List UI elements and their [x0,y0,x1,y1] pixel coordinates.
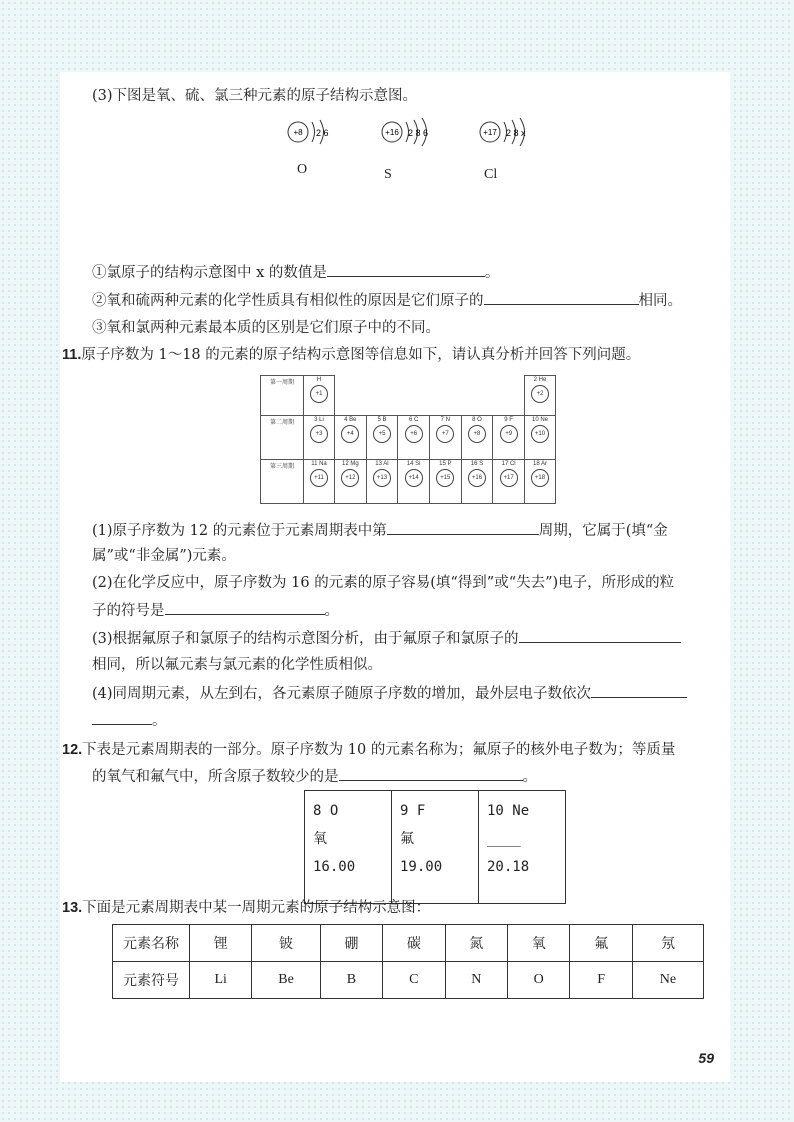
nucleus: +4 [341,425,359,443]
element-top: 9 F [400,803,426,819]
element-name: H [316,377,322,383]
element-symbol: Be [252,962,320,999]
element-cell-fluorine [392,791,479,904]
element-cell-h [304,376,335,416]
q11-stem [62,345,640,365]
period-label: 第三周期 [261,460,304,504]
element-symbol: Ne [632,962,703,999]
q10-3-sub1-end: 。 [484,265,500,281]
nucleus: +7 [436,425,454,443]
q11-p1-text2: 周期，它属于(填“金 [538,523,668,539]
nucleus: +12 [341,469,359,487]
nucleus: +14 [405,469,423,487]
element-cell: 8 O +8 [461,416,493,460]
element-name: 2 He [533,377,547,383]
q12-line2 [92,766,537,787]
row-header: 元素符号 [113,962,190,999]
element-cell: 9 F +9 [493,416,525,460]
atom-label-o: O [297,162,308,177]
element-name: 碳 [383,925,445,962]
element-name: 氧 [313,831,327,847]
element-name: 氟 [570,925,632,962]
element-mass: 20.18 [487,859,530,875]
atom-chlorine [480,118,526,146]
q12-periodic-excerpt [304,790,566,904]
nucleus: +10 [531,425,549,443]
element-cell: 13 Al +13 [366,460,398,504]
element-cell: 14 Si +14 [398,460,430,504]
nucleus: +8 [468,425,486,443]
element-name: 氖 [632,925,703,962]
nucleus: +2 [531,385,549,403]
element-name: 铍 [252,925,320,962]
element-top: 10 Ne [487,803,530,819]
element-cell-he [525,376,556,416]
period-label: 第二周期 [261,416,304,460]
q11-p2-text: 子的符号是 [92,603,165,619]
nucleus: +1 [310,385,328,403]
element-mass: 16.00 [313,859,356,875]
q11-p1 [92,520,668,541]
q10-3-intro: (3)下图是氧、硫、氯三种元素的原子结构示意图。 [92,88,418,104]
q11-p2-cont [92,600,339,621]
element-name: 锂 [190,925,252,962]
q10-3-sub3: ③氧和氯两种元素最本质的区别是它们原子中的不同。 [92,320,440,336]
nucleus: +16 [468,469,486,487]
q11-p4-text: (4)同周期元素，从左到右，各元素原子随原子序数的增加，最外层电子数依次 [92,686,592,702]
q12-line1 [62,740,675,760]
atom-cl-shells: 2 8 x [506,128,526,138]
q10-3-sub2 [92,290,682,311]
answer-blank[interactable] [591,683,687,698]
element-cell: 3 Li +3 [304,416,335,460]
question-number: 12. [62,742,83,758]
element-symbol: O [508,962,570,999]
q10-3-sub2-end: 相同。 [638,293,682,309]
q11-p4 [92,683,687,704]
atom-oxygen [288,120,329,144]
atom-cl-nucleus: +17 [483,128,497,137]
element-top: 8 O [313,803,339,819]
nucleus: +17 [500,469,518,487]
question-number: 11. [62,347,82,363]
answer-blank[interactable] [484,290,639,305]
q11-p4-cont [92,710,167,731]
element-cell: 11 Na +11 [304,460,335,504]
q10-3-sub1 [92,262,499,283]
atom-diagrams [286,118,546,158]
element-symbol: Li [190,962,252,999]
q12-line2-end: 。 [522,769,537,785]
element-cell: 7 N +7 [429,416,461,460]
nucleus: +6 [405,425,423,443]
nucleus: +18 [531,469,549,487]
q12-line1-text: 下表是元素周期表的一部分。原子序数为 10 的元素名称为；氟原子的核外电子数为；等质量 [82,742,676,758]
q11-p4-end: 。 [152,713,167,729]
empty-gap [335,376,525,416]
period-label: 第一周期 [261,376,304,416]
atom-label-cl: Cl [484,167,498,182]
element-name-blank: ____ [487,831,521,847]
atom-label-s: S [384,167,392,182]
element-symbol: F [570,962,632,999]
element-cell: 15 P +15 [429,460,461,504]
element-cell: 18 Ar +18 [525,460,556,504]
q11-p2: (2)在化学反应中，原子序数为 16 的元素的原子容易(填“得到”或“失去”)电子，所形成的粒 [92,575,675,591]
periodic-table-1-18 [260,375,556,504]
element-cell: 5 B +5 [366,416,398,460]
element-cell: 16 S +16 [461,460,493,504]
nucleus: +5 [373,425,391,443]
element-symbol: B [320,962,382,999]
element-mass: 19.00 [400,859,443,875]
atom-o-nucleus: +8 [293,128,303,137]
nucleus: +11 [310,469,328,487]
q13-element-table [112,924,704,999]
atom-o-shells: 2 6 [316,128,329,138]
element-name: 硼 [320,925,382,962]
element-cell-oxygen [305,791,392,904]
q11-stem-text: 原子序数为 1～18 的元素的原子结构示意图等信息如下，请认真分析并回答下列问题。 [81,347,641,363]
question-number: 13. [62,900,83,916]
element-cell: 6 C +6 [398,416,430,460]
answer-blank[interactable] [519,628,681,643]
nucleus: +13 [373,469,391,487]
element-symbol: C [383,962,445,999]
row-header: 元素名称 [113,925,190,962]
element-name: 氧 [508,925,570,962]
q13-stem [62,898,430,918]
answer-blank[interactable] [387,520,539,535]
element-cell: 4 Be +4 [335,416,367,460]
element-cell-neon [479,791,566,904]
nucleus: +15 [436,469,454,487]
atom-s-shells: 2 8 6 [408,128,429,138]
q11-p2-end: 。 [324,603,339,619]
q11-p3-cont: 相同，所以氟元素与氯元素的化学性质相似。 [92,657,382,673]
nucleus: +9 [500,425,518,443]
element-symbol: N [445,962,507,999]
element-cell: 17 Cl +17 [493,460,525,504]
element-cell: 12 Mg +12 [335,460,367,504]
element-name: 氮 [445,925,507,962]
q11-p3-text: (3)根据氟原子和氯原子的结构示意图分析，由于氟原子和氯原子的 [92,631,519,647]
q11-p1-text: (1)原子序数为 12 的元素位于元素周期表中第 [92,523,387,539]
q11-p1-cont: 属”或“非金属”)元素。 [92,548,236,564]
q11-p3 [92,628,681,649]
answer-blank[interactable] [165,600,325,615]
page-number: 59 [698,1050,714,1066]
answer-blank[interactable] [92,710,152,725]
atom-sulfur [382,118,428,146]
atom-s-nucleus: +16 [385,128,399,137]
answer-blank[interactable] [327,262,485,277]
nucleus: +3 [310,425,328,443]
q13-stem-text: 下面是元素周期表中某一周期元素的原子结构示意图： [82,900,431,916]
element-name: 氟 [400,831,414,847]
q10-3-sub2-text: ②氧和硫两种元素的化学性质具有相似性的原因是它们原子的 [92,293,484,309]
q12-line2-text: 的氧气和氟气中，所含原子数较少的是 [92,769,339,785]
element-cell: 10 Ne +10 [525,416,556,460]
q10-3-sub1-text: ①氯原子的结构示意图中 x 的数值是 [92,265,327,281]
answer-blank[interactable] [339,766,523,781]
